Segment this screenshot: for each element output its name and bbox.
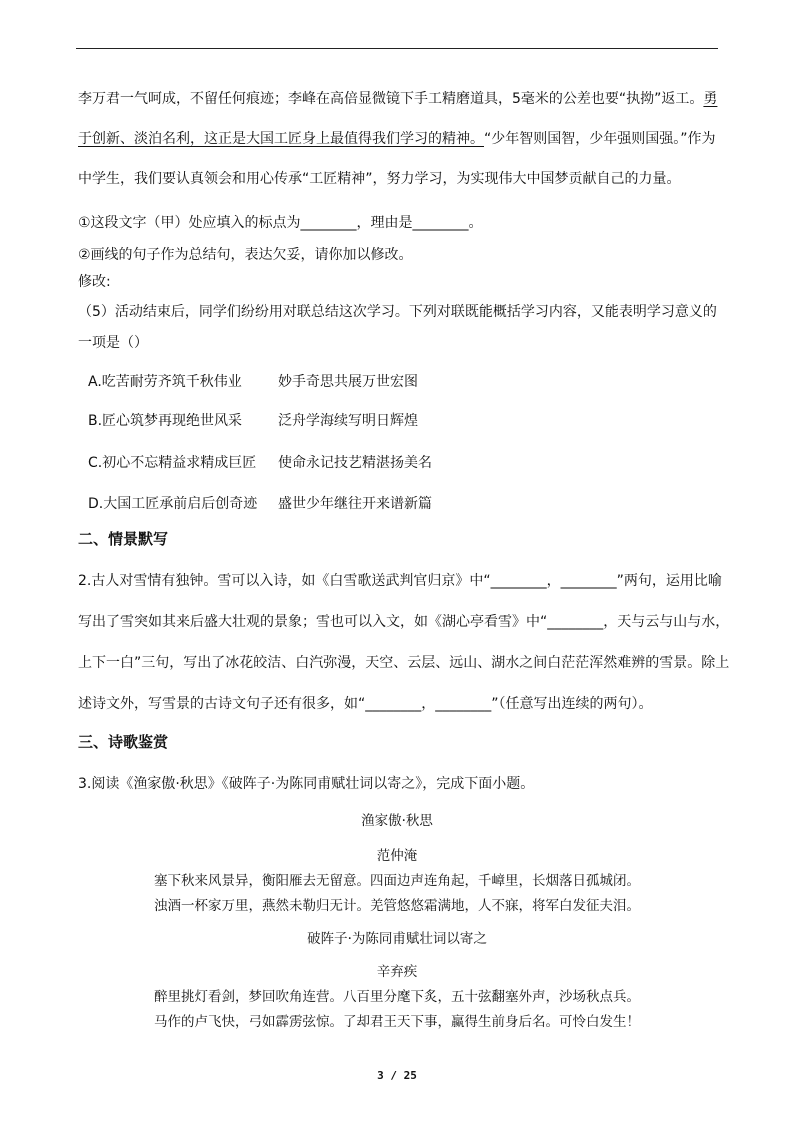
paragraph-line: 上下一白”三句，写出了冰花皎洁、白汽弥漫，天空、云层、远山、湖水之间白茫茫浑然难辨的雪景。除上 bbox=[78, 655, 730, 671]
poem-line: 醉里挑灯看剑，梦回吹角连营。八百里分麾下炙，五十弦翻塞外声，沙场秋点兵。 bbox=[154, 989, 640, 1005]
poem-line: 浊酒一杯家万里，燕然未勒归无计。羌管悠悠霜满地，人不寐，将军白发征夫泪。 bbox=[154, 898, 640, 914]
poem-author: 范仲淹 bbox=[376, 848, 418, 864]
poem-line: 塞下秋来风景异，衡阳雁去无留意。四面边声连角起，千嶂里，长烟落日孤城闭。 bbox=[154, 873, 640, 889]
paragraph-line bbox=[78, 89, 717, 109]
question-2: ②画线的句子作为总结句，表达欠妥，请你加以修改。 bbox=[78, 247, 413, 263]
page-number: 3 / 25 bbox=[377, 1069, 417, 1082]
poem-title: 渔家傲·秋思 bbox=[361, 813, 433, 829]
option-c[interactable]: C.初心不忘精益求精成巨匠 使命永记技艺精湛扬美名 bbox=[88, 455, 432, 471]
paragraph-line: 述诗文外，写雪景的古诗文句子还有很多，如“________，________”（任意写出连续的两句）。 bbox=[78, 696, 653, 712]
option-b[interactable]: B.匠心筑梦再现绝世风采 泛舟学海续写明日辉煌 bbox=[88, 413, 418, 429]
option-a[interactable]: A.吃苦耐劳齐筑千秋伟业 妙手奇思共展万世宏图 bbox=[88, 374, 418, 390]
poem-title: 破阵子·为陈同甫赋壮词以寄之 bbox=[307, 931, 487, 947]
paragraph-line: 2.古人对雪情有独钟。雪可以入诗，如《白雪歌送武判官归京》中“________，________”两句，运用比喻 bbox=[78, 573, 722, 589]
section-heading: 二、情景默写 bbox=[78, 530, 169, 548]
paragraph-line: 中学生，我们要认真领会和用心传承“工匠精神”，努力学习，为实现伟大中国梦贡献自己的力量。 bbox=[78, 171, 681, 187]
paragraph-line bbox=[78, 129, 716, 149]
poem-line: 马作的卢飞快，弓如霹雳弦惊。了却君王天下事，赢得生前身后名。可怜白发生！ bbox=[154, 1014, 640, 1030]
option-d[interactable]: D.大国工匠承前启后创奇迹 盛世少年继往开来谱新篇 bbox=[88, 496, 432, 512]
revise-label: 修改: bbox=[78, 274, 111, 290]
paragraph-line: 写出了雪突如其来后盛大壮观的景象；雪也可以入文，如《湖心亭看雪》中“________，天与云与山与水， bbox=[78, 614, 730, 630]
question-1: ①这段文字（甲）处应填入的标点为________，理由是________。 bbox=[78, 215, 483, 231]
poem-author: 辛弃疾 bbox=[376, 964, 418, 980]
section-heading: 三、诗歌鉴赏 bbox=[78, 733, 169, 751]
question-5: （5）活动结束后，同学们纷纷用对联总结这次学习。下列对联既能概括学习内容，又能表明学习意义的 bbox=[78, 304, 717, 320]
text: 李万君一气呵成，不留任何痕迹；李峰在高倍显微镜下手工精磨道具，5毫米的公差也要“执拗”返工。 bbox=[78, 91, 704, 107]
question-3: 3.阅读《渔家傲·秋思》《破阵子·为陈同甫赋壮词以寄之》，完成下面小题。 bbox=[78, 776, 535, 792]
underlined-text: 勇 bbox=[703, 91, 718, 107]
underlined-sentence: 于创新、淡泊名利，这正是大国工匠身上最值得我们学习的精神。 bbox=[78, 131, 484, 147]
quote-text: “少年智则国智，少年强则国强。”作为 bbox=[484, 131, 716, 147]
question-5-cont: 一项是（） bbox=[78, 335, 148, 351]
header-rule bbox=[76, 48, 718, 49]
